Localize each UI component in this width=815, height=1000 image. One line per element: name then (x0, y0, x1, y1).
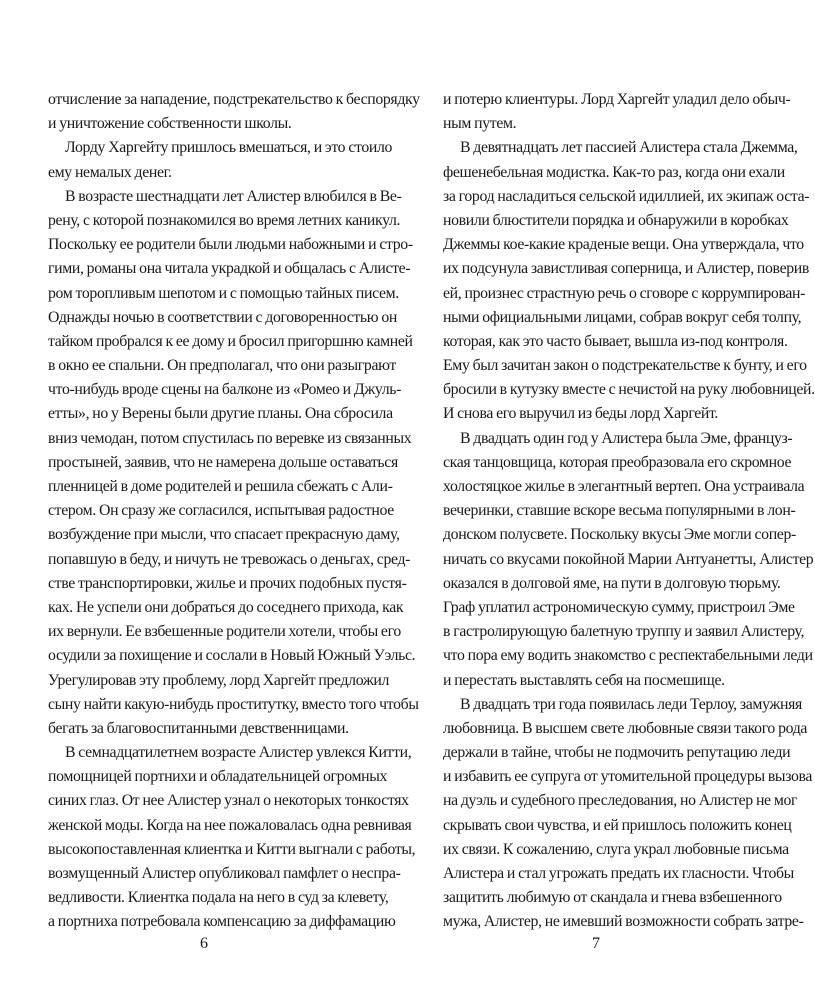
text-line: ей, произнес страстную речь о сговоре с коррумпирован- (443, 284, 806, 302)
text-line: ская танцовщица, которая преобразовала его скромное (443, 453, 792, 471)
page-number-left: 6 (200, 935, 208, 952)
text-line: их связи. К сожалению, слуга украл любовные письма (443, 840, 789, 858)
text-line: женской моды. Когда на нее пожаловалась одна ревнивая (48, 816, 412, 834)
text-line: гими, романы она читала украдкой и общалась с Алисте- (48, 260, 411, 278)
left-page (48, 88, 420, 935)
text-line: и перестать выставлять себя на посмешище. (443, 671, 725, 689)
text-line: ничать со вкусами покойной Марии Антуанетты, Алистер (443, 550, 814, 568)
text-line: их вернули. Ее взбешенные родители хотели, чтобы его (48, 623, 401, 641)
text-line: что-нибудь вроде сцены на балконе из «Ромео и Джуль- (48, 381, 402, 399)
text-line: помощницей портнихи и обладательницей огромных (48, 768, 388, 786)
text-line: пленницей в доме родителей и решила сбежать с Али- (48, 478, 393, 495)
text-line: в окно ее спальни. Он предполагал, что они разыграют (48, 357, 396, 375)
text-line: ным путем. (443, 115, 517, 133)
text-line: высокопоставленная клиентка и Китти выгнали с работы, (48, 840, 416, 858)
text-line: держали в тайне, чтобы не подмочить репутацию леди (443, 744, 791, 762)
text-line: оказался в долговой яме, на пути в долговую тюрьму. (443, 574, 781, 592)
text-line: и избавить ее супруга от утомительной процедуры вызова (443, 768, 813, 786)
text-line: которая, как это часто бывает, вышла из-под контроля. (443, 332, 788, 350)
text-line: тайком пробрался к ее дому и бросил пригоршню камней (48, 332, 413, 350)
text-line: рену, с которой познакомился во время летних каникул. (48, 211, 401, 229)
text-line: за город насладиться сельской идиллией, их экипаж оста- (443, 187, 810, 205)
text-line: ведливости. Клиентка подала на него в суд за клевету, (48, 889, 389, 907)
text-line: бросили в кутузку вместе с нечистой на руку любовницей. (443, 381, 815, 399)
text-line: простыней, заявив, что не намерена дольше оставаться (48, 453, 398, 471)
text-line: вечеринки, ставшие вскоре весьма популярными в лон- (443, 502, 796, 520)
text-line: их подсунула завистливая соперница, и Алистер, поверив (443, 260, 809, 278)
text-line: отчисление за нападение, подстрекательство к беспорядку (48, 91, 420, 108)
text-line: попавшую в беду, и ничуть не тревожась о деньгах, сред- (48, 550, 411, 568)
text-line: Лорду Харгейту пришлось вмешаться, и это стоило (65, 139, 393, 157)
text-line: В девятнадцать лет пассией Алистера стала Джемма, (460, 139, 798, 157)
text-line: и потерю клиентуры. Лорд Харгейт уладил дело обыч- (443, 91, 791, 108)
text-line: Граф уплатил астрономическую сумму, пристроил Эме (443, 598, 795, 616)
text-line: Поскольку ее родители были людьми набожными и стро- (48, 236, 413, 254)
text-line: стве транспортировки, жилье и прочих подобных пустя- (48, 574, 407, 592)
text-line: что пора ему водить знакомство с респектабельными леди (443, 647, 813, 665)
text-line: Урегулировав эту проблему, лорд Харгейт предложил (48, 671, 390, 689)
text-line: осудили за похищение и сослали в Новый Южный Уэльс. (48, 647, 416, 665)
text-line: мужа, Алистер, не имевший возможности собрать затре- (443, 913, 804, 931)
text-line: любовница. В высшем свете любовные связи такого рода (443, 719, 808, 737)
text-line: етты», но у Верены были другие планы. Она сбросила (48, 405, 393, 423)
text-line: В возрасте шестнадцати лет Алистер влюбился в Ве- (65, 187, 402, 205)
text-line: а портниха потребовала компенсацию за диффамацию (48, 913, 396, 931)
text-line: на дуэль и судебного преследования, но Алистер не мог (443, 792, 798, 810)
right-page (443, 88, 815, 935)
text-line: И снова его выручил из беды лорд Харгейт. (443, 405, 718, 423)
text-line: Алистера и стал угрожать предать их гласности. Чтобы (443, 865, 794, 882)
text-line: фешенебельная модистка. Как-то раз, когда они ехали (443, 163, 785, 181)
text-line: ром торопливым шепотом и с помощью тайных писем. (48, 284, 399, 302)
text-line: возмущенный Алистер опубликовал памфлет о неспра- (48, 865, 401, 882)
text-line: Ему был зачитан закон о подстрекательстве к бунту, и его (443, 357, 807, 375)
text-line: донском полусвете. Поскольку вкусы Эме могли сопер- (443, 526, 796, 544)
text-line: сыну найти какую-нибудь проститутку, вместо того чтобы (48, 695, 419, 713)
text-line: Однажды ночью в соответствии с договоренностью он (48, 308, 397, 326)
text-line: вниз чемодан, потом спустилась по веревке из связанных (48, 429, 412, 447)
text-line: холостяцкое жилье в элегантный вертеп. Она устраивала (443, 478, 805, 495)
page-number-right: 7 (592, 935, 600, 952)
text-line: возбуждение при мысли, что спасает прекрасную даму, (48, 526, 400, 544)
text-line: в гастролирующую балетную труппу и заявил Алистеру, (443, 623, 805, 641)
text-line: и уничтожение собственности школы. (48, 115, 292, 133)
text-line: ему немалых денег. (48, 163, 172, 181)
text-line: бегать за благовоспитанными девственницами. (48, 719, 349, 737)
text-line: скрывать свои чувства, и ей пришлось положить конец (443, 816, 792, 834)
text-line: ными официальными лицами, собрав вокруг себя толпу, (443, 308, 802, 326)
text-line: В семнадцатилетнем возрасте Алистер увлекся Китти, (65, 744, 412, 762)
text-line: стером. Он сразу же согласился, испытывая радостное (48, 502, 394, 520)
text-line: новили блюстители порядка и обнаружили в коробках (443, 211, 789, 229)
text-line: Джеммы кое-какие краденые вещи. Она утверждала, что (443, 236, 804, 254)
text-line: В двадцать три года появилась леди Терлоу, замужняя (460, 695, 802, 713)
text-line: синих глаз. От нее Алистер узнал о некоторых тонкостях (48, 792, 409, 810)
text-line: защитить любимую от скандала и гнева взбешенного (443, 889, 782, 907)
text-line: В двадцать один год у Алистера была Эме, француз- (460, 429, 793, 447)
text-line: ках. Не успели они добраться до соседнего прихода, как (48, 598, 404, 616)
